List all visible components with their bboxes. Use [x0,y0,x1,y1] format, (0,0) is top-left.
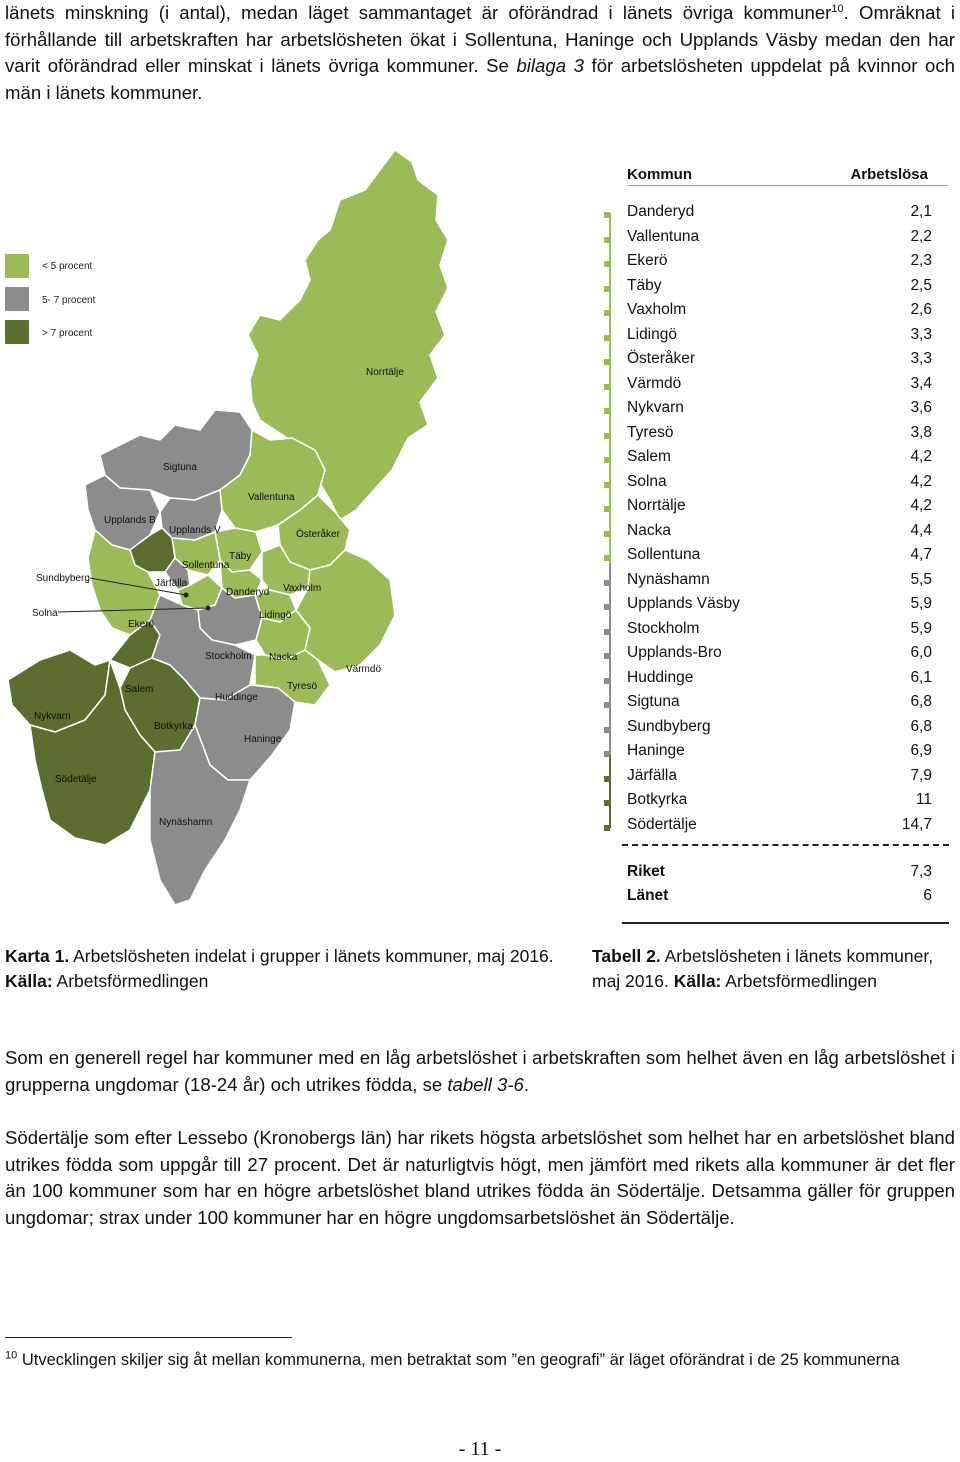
caption-text: Arbetslösheten i länets kommuner, maj 2016. [592,946,934,991]
label-danderyd: Danderyd [226,587,270,598]
legend-swatch-low [5,254,29,278]
row-kommun: Upplands Väsby [627,595,740,612]
table-row [627,203,932,227]
table-row [627,424,932,448]
table-row [627,399,932,423]
level-tick [604,286,610,292]
paragraph-end: . [523,1073,530,1095]
row-value: 14,7 [901,815,932,833]
level-tick [604,531,610,537]
level-tick [604,629,610,635]
row-kommun: Haninge [627,742,685,759]
row-kommun: Sollentuna [627,546,701,563]
row-kommun: Sigtuna [627,693,680,710]
label-vaxholm: Vaxholm [283,583,322,594]
table-row [627,326,932,350]
level-tick [604,433,610,439]
row-value: 4,2 [910,472,932,490]
summary-label: Riket [627,863,665,880]
caption-label: Karta 1. [5,946,70,966]
row-kommun: Täby [627,276,662,294]
row-value: 5,5 [910,570,932,588]
level-tick [604,482,610,488]
table-row [627,742,932,766]
map-caption [5,944,565,994]
sundbyberg-dot [184,593,189,598]
level-tick [604,212,610,218]
level-tick [604,776,610,782]
label-upplands-b: Upplands B [104,515,156,526]
label-sodertalje: Södetälje [55,774,97,785]
row-value: 6,8 [910,693,932,710]
row-value: 3,4 [910,374,932,392]
legend-label-high: > 7 procent [42,328,93,339]
table-row [627,497,932,521]
row-value: 3,6 [910,399,932,416]
caption-label: Tabell 2. [592,946,661,966]
level-tick [604,359,610,365]
summary-label: Länet [627,887,669,904]
level-tick [604,555,610,561]
level-tick [604,237,610,243]
label-varmdo: Värmdö [346,664,382,675]
caption-source-label: Källa: [5,971,53,991]
level-tick [604,800,610,806]
row-value: 7,9 [910,766,932,784]
row-value: 5,9 [910,619,932,637]
label-haninge: Haninge [244,734,282,745]
row-value: 6,1 [910,668,932,686]
label-tyreso: Tyresö [287,681,318,692]
footnote-number: 10 [5,1349,18,1362]
table-header [627,163,948,186]
legend-label-low: < 5 procent [42,261,93,272]
row-value: 2,6 [910,301,932,318]
page-number: - 11 - [458,1438,502,1460]
level-tick [604,580,610,586]
caption-text: Arbetslösheten indelat i grupper i länets kommuner, maj 2016. [69,946,554,966]
label-ekero: Ekerö [128,619,155,630]
summary-row-riket [627,863,932,887]
row-kommun: Ekerö [627,252,668,269]
table-row [627,252,932,276]
row-value: 2,3 [910,252,932,269]
row-value: 3,3 [910,350,932,367]
level-tick [604,261,610,267]
caption-source: Arbetsförmedlingen [52,971,209,991]
table-row [627,669,932,693]
legend-swatch-mid [5,287,29,311]
label-solna: Solna [32,608,58,619]
row-kommun: Österåker [627,350,696,367]
level-tick [604,653,610,659]
row-kommun: Stockholm [627,619,700,637]
row-value: 2,5 [910,276,932,294]
level-tick [604,408,610,414]
row-value: 2,2 [910,227,932,245]
label-sundbyberg: Sundbyberg [36,573,90,584]
table-row [627,693,932,717]
row-kommun: Värmdö [627,374,682,392]
bilaga-ref: bilaga 3 [516,55,584,76]
row-value: 3,8 [910,423,932,441]
row-kommun: Sundbyberg [627,717,711,735]
row-kommun: Tyresö [627,423,674,441]
table-row [627,301,932,325]
level-tick [604,727,610,733]
label-nacka: Nacka [269,652,298,663]
level-tick [604,335,610,341]
table-row [627,350,932,374]
intro-part1: länets minskning (i antal), medan läget sammantaget är oförändrad i länets övriga kommuner [5,2,832,23]
footnote-ref[interactable]: 10 [831,2,844,15]
intro-part2: . Omräknat i förhållande till arbetskraften har arbetslösheten ökat i Sollentuna, Haninge och Upplands Väsby medan den har varit oförändrad eller minskat i länets övriga kommuner. Se [5,2,955,76]
row-value: 5,9 [910,595,932,612]
label-huddinge: Huddinge [215,692,258,703]
table-dashed-divider [622,844,949,846]
label-nynashamn: Nynäshamn [159,817,213,828]
unemployment-map [0,140,590,930]
intro-paragraph [5,0,955,106]
label-salem: Salem [125,684,154,695]
table-row [627,644,932,668]
label-lidingo: Lidingö [259,610,292,621]
summary-value: 7,3 [910,863,932,880]
level-tick [604,604,610,610]
summary-value: 6 [923,887,932,904]
caption-source: Arbetsförmedlingen [721,971,878,991]
table-row [627,571,932,595]
row-kommun: Botkyrka [627,791,688,808]
header-kommun: Kommun [627,166,692,183]
table-row [627,277,932,301]
row-kommun: Salem [627,448,671,465]
footnote-text: Utvecklingen skiljer sig åt mellan kommunerna, men betraktat som ”en geografi” är läget oförändrat i de 25 kommunerna [17,1351,900,1369]
row-kommun: Järfälla [627,766,677,784]
table-row [627,620,932,644]
summary-row-lanet [627,887,932,911]
row-kommun: Nykvarn [627,399,684,416]
label-osteraker: Österåker [296,529,340,540]
row-value: 11 [915,791,932,808]
level-tick [604,310,610,316]
label-norrtalje: Norrtälje [366,367,404,378]
level-tick [604,702,610,708]
label-jarfalla: Järfälla [155,578,188,589]
legend-label-mid: 5- 7 procent [42,295,96,306]
row-kommun: Upplands-Bro [627,644,722,661]
legend-swatch-high [5,320,29,344]
label-botkyrka: Botkyrka [154,721,193,732]
row-value: 4,4 [910,521,932,539]
level-tick [604,751,610,757]
row-value: 4,7 [910,546,932,563]
label-taby: Täby [229,551,252,562]
footnote-rule [5,1337,292,1338]
sodertalje-paragraph: Södertälje som efter Lessebo (Kronobergs län) har rikets högsta arbetslöshet som helhet har en arbetslöshet bland utrikes födda som uppgår till 27 procent. Det är naturligtvis högt, men jämfört med rikets alla kommuner är det fler än 100 kommuner som har en högre arbetslöshet bland utrikes födda än Södertälje. Detsamma gäller för gruppen ungdomar; strax under 100 kommuner har en högre ungdomsarbetslöshet än Södertälje. [5,1127,955,1228]
footnote [5,1348,945,1373]
level-tick [604,825,610,831]
level-tick [604,678,610,684]
table-row [627,718,932,742]
table-row [627,448,932,472]
table-row [627,791,932,815]
row-value: 4,2 [910,448,932,465]
row-kommun: Nynäshamn [627,570,710,588]
level-tick [604,384,610,390]
intro-part3: för arbetslösheten uppdelat på kvinnor och män i länets kommuner. [5,55,955,103]
label-sollentuna: Sollentuna [182,560,230,571]
row-value: 3,3 [910,325,932,343]
caption-source-label: Källa: [673,971,722,991]
row-kommun: Huddinge [627,668,694,686]
label-upplands-v: Upplands V [169,525,221,536]
row-kommun: Norrtälje [627,497,686,514]
level-tick [604,506,610,512]
table-row [627,228,932,252]
label-stockholm: Stockholm [205,651,252,662]
row-kommun: Nacka [627,521,671,539]
table-row [627,375,932,399]
table-bottom-rule [622,922,949,924]
table-caption [592,944,960,994]
level-tick [604,457,610,463]
row-value: 6,8 [910,717,932,735]
tabell-ref: tabell 3-6 [447,1073,524,1095]
table-row [627,816,932,840]
row-value: 4,2 [910,497,932,514]
table-row [627,546,932,570]
row-kommun: Solna [627,472,667,490]
row-kommun: Vallentuna [627,227,700,245]
paragraph-text: Som en generell regel har kommuner med en låg arbetslöshet i arbetskraften som helhet även en låg arbetslöshet i grupperna ungdomar (18-24 år) och utrikes födda, se [5,1047,955,1095]
row-value: 2,1 [910,203,932,220]
row-kommun: Danderyd [627,203,695,220]
row-kommun: Södertälje [627,815,697,833]
row-value: 6,9 [910,742,932,759]
table-row [627,767,932,791]
header-arbetslosa: Arbetslösa [850,166,928,183]
color-scale-line [609,213,611,828]
row-kommun: Lidingö [627,325,677,343]
row-value: 6,0 [910,644,932,661]
table-row [627,595,932,619]
row-kommun: Vaxholm [627,301,687,318]
table-row [627,522,932,546]
solna-dot [206,606,211,611]
general-rule-paragraph [5,1045,955,1098]
table-row [627,473,932,497]
label-sigtuna: Sigtuna [163,462,197,473]
label-nykvarn: Nykvarn [34,711,71,722]
label-vallentuna: Vallentuna [248,492,295,503]
